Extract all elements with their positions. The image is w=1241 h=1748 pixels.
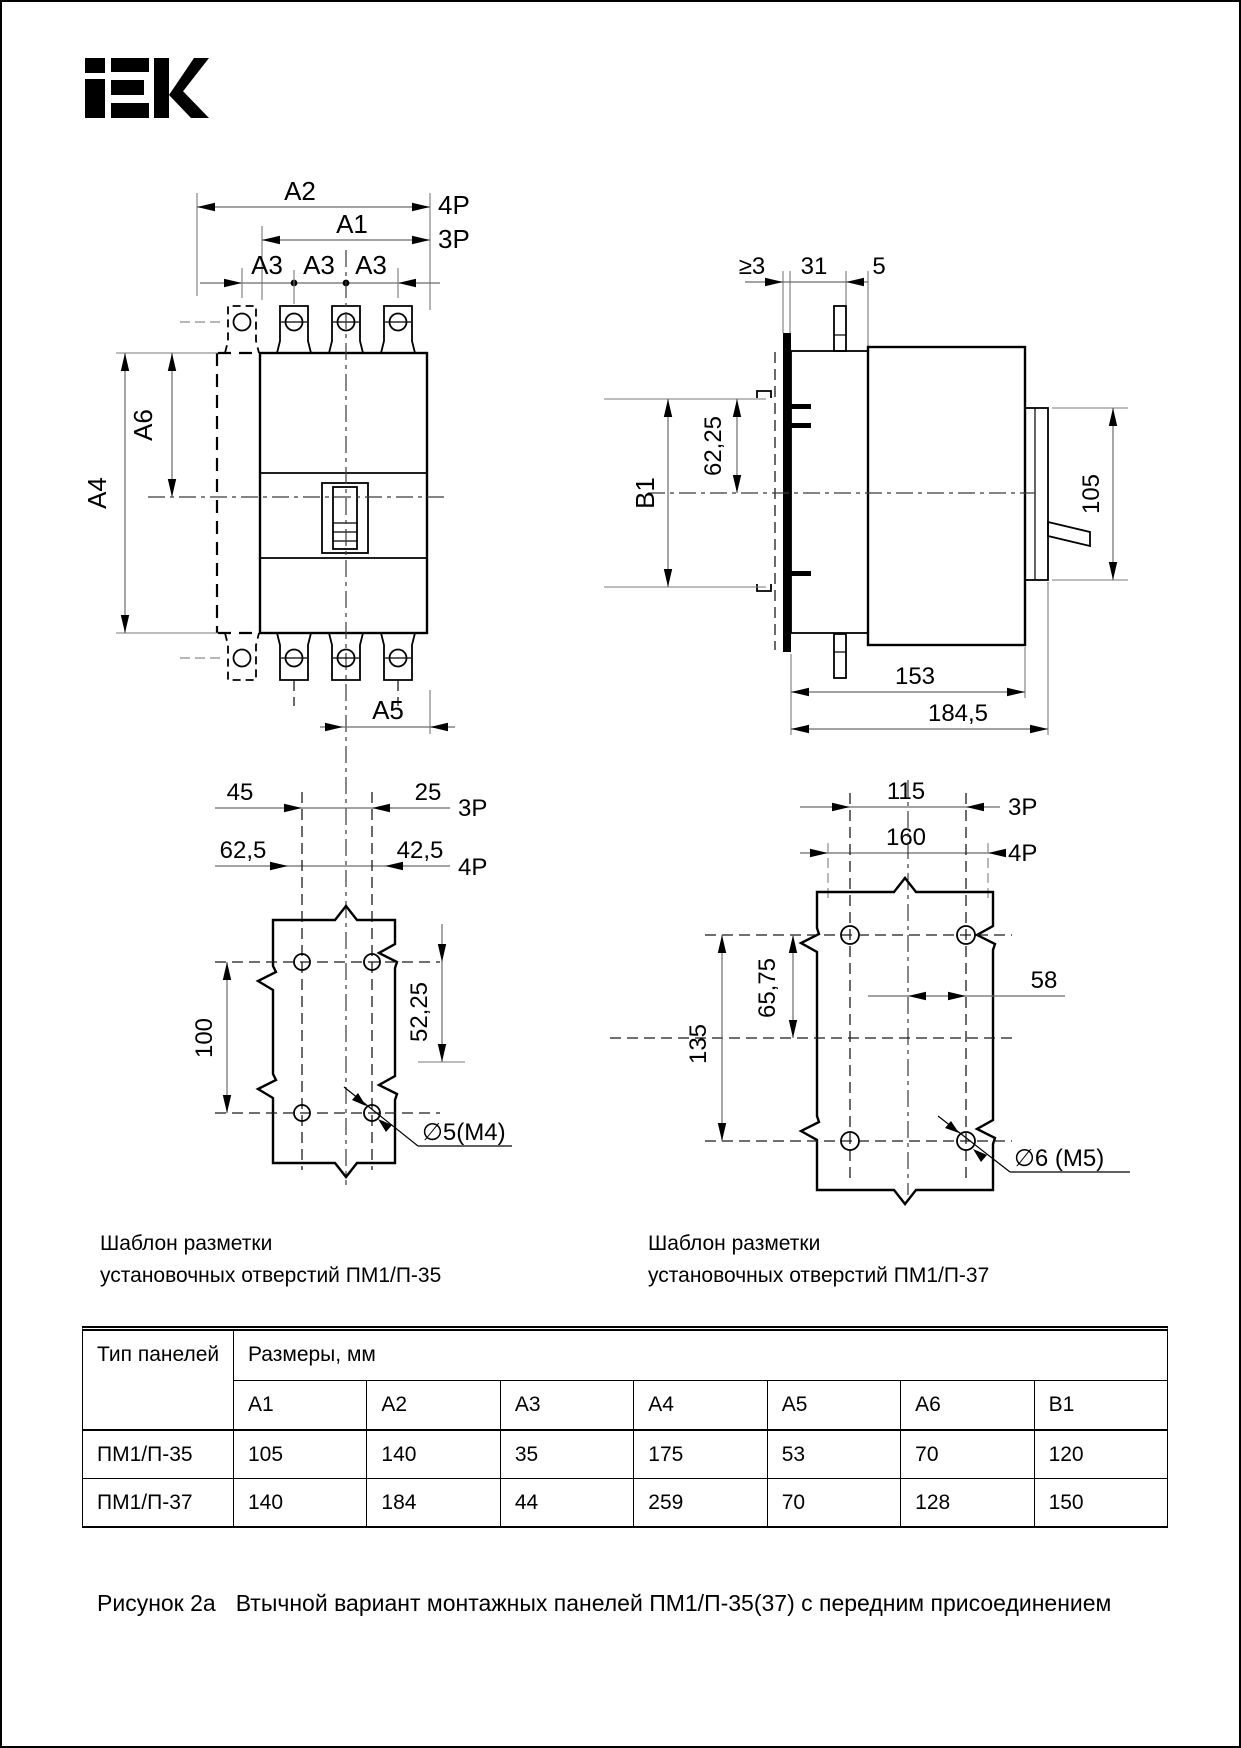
table-cell: 35 — [500, 1431, 633, 1479]
dim-52-25-label: 52,25 — [406, 981, 433, 1043]
template37-4p-label: 4P — [1008, 840, 1038, 867]
dim-45-label: 45 — [226, 779, 254, 806]
dim-100-label: 100 — [191, 1017, 218, 1059]
table-column-header-a3: A3 — [500, 1381, 633, 1431]
dimensions-table — [82, 1326, 1168, 1528]
poles-3p-label: 3P — [438, 224, 470, 254]
table-column-header-a1: A1 — [233, 1381, 366, 1431]
side-view-drawing — [604, 253, 1128, 735]
dim-5-label: 5 — [872, 253, 886, 280]
dim-min3-label: ≥3 — [738, 253, 766, 280]
hole-callout-m4: ∅5(M4) — [422, 1119, 506, 1146]
table-cell: 140 — [233, 1479, 366, 1526]
table-column-header-a4: A4 — [633, 1381, 766, 1431]
dim-a3-label: A3 — [355, 250, 387, 280]
template-37-label — [648, 1228, 989, 1292]
table-column-header-a6: A6 — [900, 1381, 1033, 1431]
table-cell: 175 — [633, 1431, 766, 1479]
table-cell: 120 — [1034, 1431, 1167, 1479]
table-column-header-b1: B1 — [1034, 1381, 1167, 1431]
template-37-label-line2: установочных отверстий ПМ1/П-37 — [648, 1264, 990, 1287]
table-cell: 70 — [767, 1479, 900, 1526]
dim-b1-label: B1 — [630, 477, 660, 509]
figure-caption-number: Рисунок 2а — [97, 1590, 216, 1616]
dim-105-label: 105 — [1078, 473, 1105, 515]
dim-a6-label: A6 — [128, 409, 158, 441]
iek-logo — [85, 58, 209, 118]
table-cell: 44 — [500, 1479, 633, 1526]
template35-3p-label: 3P — [458, 795, 488, 822]
table-row-name: ПМ1/П-35 — [83, 1431, 233, 1479]
dim-62-5-label: 62,5 — [219, 837, 267, 864]
template-35-label — [100, 1228, 441, 1292]
table-cell: 128 — [900, 1479, 1033, 1526]
dim-65-75-label: 65,75 — [754, 957, 781, 1019]
dim-153-label: 153 — [894, 663, 936, 690]
template-37-label-line1: Шаблон разметки — [648, 1232, 821, 1255]
hole-callout-m5: ∅6 (M5) — [1014, 1145, 1105, 1172]
table-cell: 53 — [767, 1431, 900, 1479]
dim-a4-label: A4 — [82, 477, 112, 509]
dim-62-25-label: 62,25 — [700, 415, 727, 477]
breaker-handle — [1048, 522, 1090, 546]
template-35-label-line1: Шаблон разметки — [100, 1232, 273, 1255]
table-cell: 150 — [1034, 1479, 1167, 1526]
dim-115-label: 115 — [886, 778, 926, 805]
template-35-label-line2: установочных отверстий ПМ1/П-35 — [100, 1264, 442, 1287]
dim-a3-label: A3 — [303, 250, 335, 280]
dim-a5-label: A5 — [372, 695, 404, 725]
dim-a1-label: A1 — [336, 209, 368, 239]
dim-25-label: 25 — [414, 779, 442, 806]
table-cell: 259 — [633, 1479, 766, 1526]
dim-160-label: 160 — [885, 824, 927, 851]
table-cell: 184 — [366, 1479, 499, 1526]
template-35-drawing — [191, 779, 512, 1177]
table-cell: 105 — [233, 1431, 366, 1479]
dim-58-label: 58 — [1030, 967, 1058, 994]
table-column-header-a5: A5 — [767, 1381, 900, 1431]
template-37-drawing — [610, 778, 1130, 1204]
table-col1-header: Тип панелей — [83, 1331, 233, 1431]
template35-4p-label: 4P — [458, 854, 488, 881]
table-group-header: Размеры, мм — [233, 1331, 1167, 1381]
table-cell: 140 — [366, 1431, 499, 1479]
table-column-header-a2: A2 — [366, 1381, 499, 1431]
dim-184-5-label: 184,5 — [927, 700, 989, 727]
dim-a3-label: A3 — [251, 250, 283, 280]
figure-caption-text: Втычной вариант монтажных панелей ПМ1/П-35(37) с передним присоединением — [235, 1590, 1112, 1616]
dim-42-5-label: 42,5 — [396, 837, 444, 864]
dim-31-label: 31 — [800, 253, 828, 280]
table-row-name: ПМ1/П-37 — [97, 1491, 193, 1514]
figure-caption — [97, 1590, 1111, 1617]
template37-3p-label: 3P — [1008, 794, 1038, 821]
poles-4p-label: 4P — [438, 190, 470, 220]
dim-135-label: 135 — [685, 1023, 712, 1065]
dim-a2-label: A2 — [284, 176, 316, 206]
table-cell: 70 — [900, 1431, 1033, 1479]
